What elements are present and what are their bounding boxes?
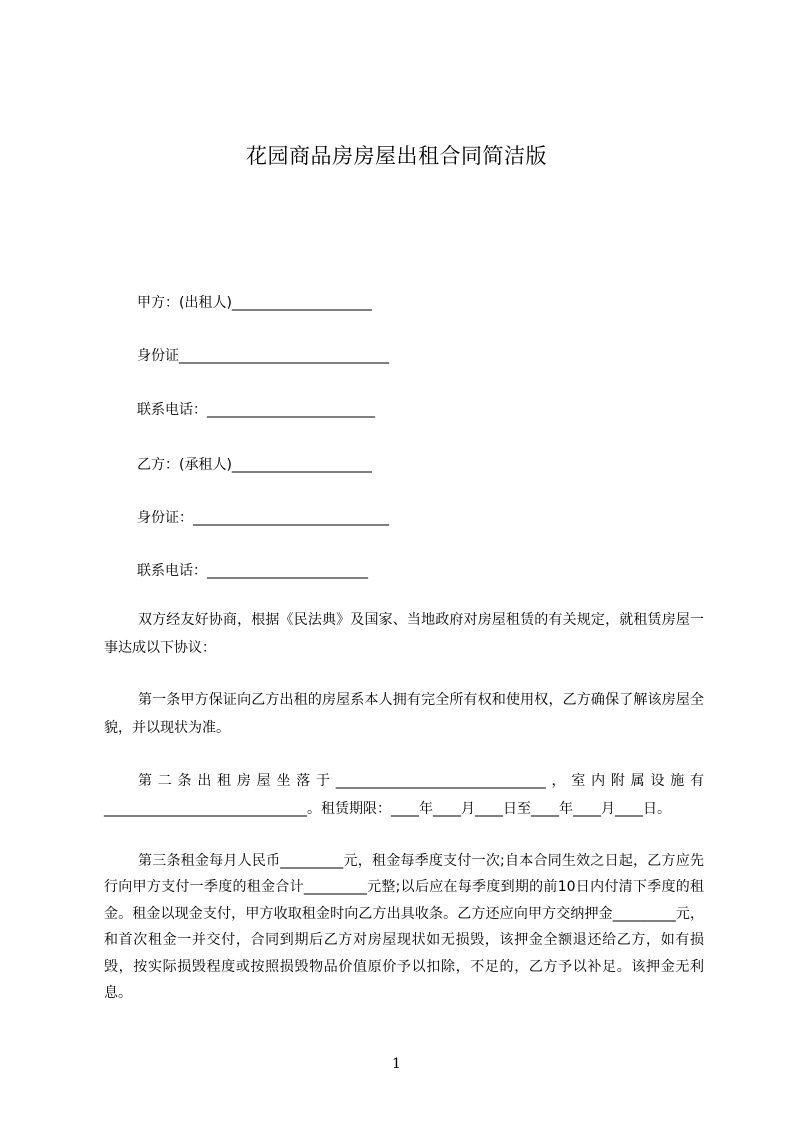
intro-paragraph: 双方经友好协商，根据《民法典》及国家、当地政府对房屋租赁的有关规定，就租赁房屋一事达成以下协议： bbox=[104, 612, 704, 656]
party-b-line: 乙方：(承租人)____________________ bbox=[137, 457, 372, 473]
article-3-paragraph: 第三条租金每月人民币_________元，租金每季度支付一次;自本合同生效之日起，乙方应先行向甲方支付一季度的租金合计_________元整;以后应在每季度到期的前10日内付清下季度的租金。租金以现金支付，甲方收取租金时向乙方出具收条。乙方还应向甲方交纳押金_________元，和首次租金一并交付，合同到期后乙方对房屋现状如无损毁，该押金全额退还给乙方，如有损毁，按实际损毁程度或按照损毁物品价值原价予以扣除，不足的，乙方予以补足。该押金无利息。 bbox=[104, 853, 704, 1002]
party-a-id-line: 身份证______________________________ bbox=[137, 348, 389, 364]
party-b-phone-line: 联系电话：_______________________ bbox=[137, 563, 368, 579]
page-number: 1 bbox=[392, 1056, 401, 1072]
party-a-line: 甲方：(出租人)____________________ bbox=[137, 295, 372, 311]
document-title: 花园商品房房屋出租合同简洁版 bbox=[246, 144, 547, 168]
party-a-phone-line: 联系电话：________________________ bbox=[137, 402, 375, 418]
article-1-paragraph: 第一条甲方保证向乙方出租的房屋系本人拥有完全所有权和使用权，乙方确保了解该房屋全貌，并以现状为准。 bbox=[104, 692, 704, 736]
party-b-id-line: 身份证：____________________________ bbox=[137, 510, 389, 526]
article-2-paragraph: 第二条出租房屋坐落于______________________________，室内附属设施有_____________________________。租赁期限：____年____月____日至____年____月____日。 bbox=[104, 773, 704, 817]
